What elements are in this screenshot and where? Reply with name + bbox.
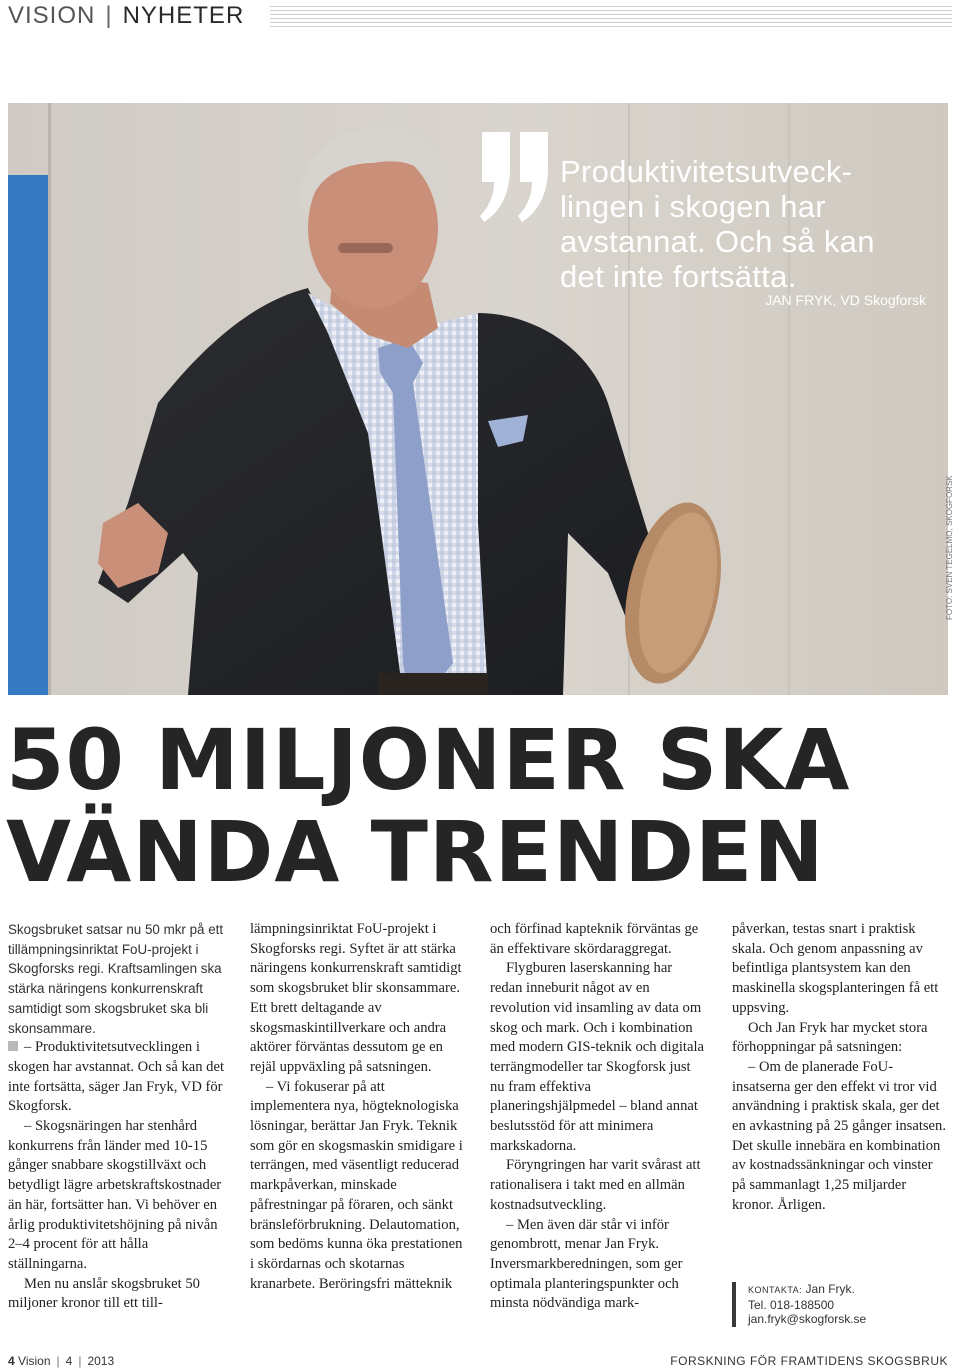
- footer-divider: |: [78, 1354, 82, 1368]
- contact-phone: Tel. 018-188500: [748, 1297, 835, 1312]
- headline-line-2: VÄNDA TRENDEN: [6, 803, 825, 901]
- section-heading: [8, 2, 244, 30]
- body-paragraph: – Skogsnäringen har stenhård konkurrens från länder med 10-15 gånger snabbare skogstillväxt och betydligt lägre arbetskraftskostnader än här, fortsätter han. Vi behöver en årlig produktivitetshöjning på nivån 2–4 procent för att hålla ställningarna.: [8, 1118, 222, 1272]
- contact-email: jan.fryk@skogforsk.se: [748, 1312, 867, 1326]
- article-column-2: [250, 920, 464, 1294]
- contact-heading: [748, 1282, 946, 1298]
- body-paragraph: Föryngringen har varit svårast att rationalisera i takt med en allmän kostnadsutveckling.: [490, 1157, 701, 1213]
- quotation-mark-icon: [478, 132, 554, 224]
- footer-folio: [8, 1354, 114, 1368]
- pull-quote: [560, 154, 940, 294]
- footer-tagline: FORSKNING FÖR FRAMTIDENS SKOGSBRUK: [670, 1354, 948, 1368]
- footer-divider: |: [56, 1354, 60, 1368]
- section-label: VISION: [8, 2, 96, 29]
- subsection-label: NYHETER: [122, 2, 245, 29]
- page-number: 4: [8, 1354, 15, 1368]
- body-paragraph: – Vi fokuserar på att implementera nya, högteknologiska lösningar, berättar Jan Fryk. Teknik som gör en skogsmaskin smidigare i terrängen, med väsentligt reducerad markpåverkan, minskade påfrestningar på föraren, och sänkt bränsleförbrukning. Delautomation, som bedöms kunna öka prestationen i skördarnas och skotarnas kranarbete. Beröringsfri mätteknik: [250, 1078, 463, 1292]
- headline-line-1: 50 MILJONER SKA: [6, 711, 851, 809]
- body-paragraph: Men nu anslår skogsbruket 50 miljoner kronor till ett till-: [8, 1275, 200, 1312]
- issue-number: 4: [65, 1354, 73, 1368]
- pull-quote-line: Produktivitetsutveck-: [560, 154, 853, 189]
- issue-year: 2013: [87, 1354, 115, 1368]
- page-footer: [8, 1354, 948, 1372]
- header-divider: |: [105, 2, 113, 29]
- body-paragraph: och förfinad kapteknik förväntas ge än effektivare skördaraggregat.: [490, 921, 699, 957]
- photo-credit: FOTO: SVEN TEGELMO, SKOGFORSK: [945, 475, 954, 620]
- body-paragraph: [8, 1038, 224, 1117]
- pull-quote-line: det inte fortsätta.: [560, 259, 797, 294]
- magazine-name: Vision: [18, 1354, 51, 1368]
- square-bullet-icon: [8, 1041, 18, 1051]
- body-paragraph: påverkan, testas snart i praktisk skala. Och genom anpassning av befintliga plantsystem kan den maskinella skogsplanteringen få ett uppsving.: [732, 921, 939, 1016]
- body-paragraph: Och Jan Fryk har mycket stora förhoppningar på satsningen:: [732, 1019, 928, 1056]
- article-ingress: Skogsbruket satsar nu 50 mkr på ett tillämpningsinriktat FoU-projekt i Skogforsks regi. Kraftsamlingen ska stärka näringens konkurrenskraft samtidigt som skogsbruket ska bli skonsammare.: [8, 922, 224, 1036]
- page-header: [8, 0, 952, 34]
- pull-quote-line: lingen i skogen har: [560, 189, 826, 224]
- article-column-3: [490, 920, 704, 1314]
- pull-quote-attribution: JAN FRYK, VD Skogforsk: [765, 292, 926, 308]
- header-rule-pattern: [270, 6, 952, 28]
- article-column-4: [732, 920, 946, 1216]
- pull-quote-line: avstannat. Och så kan: [560, 224, 875, 259]
- body-paragraph-text: – Produktivitetsutvecklingen i skogen har avstannat. Och så kan det inte fortsätta, säger Jan Fryk, VD för Skogforsk.: [8, 1039, 224, 1115]
- contact-box: [732, 1282, 946, 1327]
- body-paragraph: – Om de planerade FoU-insatserna ger den effekt vi tror vid användning i praktisk skala, ger det en avkastning på 25 gånger insatsen. Det skulle innebära en kombination av kostnadssänkningar och vinster på sammanlagt 1,25 miljarder kronor. Årligen.: [732, 1058, 946, 1213]
- article-headline: [6, 711, 946, 901]
- body-paragraph: – Men även där står vi inför genombrott, menar Jan Fryk. Inversmarkberedningen, som ger optimala planteringspunkter och minsta nödvändiga mark-: [490, 1216, 683, 1312]
- body-paragraph: Flygburen laserskanning har redan inneburit något av en revolution vid insamling av data om skog och mark. Och i kombination med modern GIS-teknik och digitala terrängmodeller tar Skogforsk just nu fram effektiva planeringshjälpmedel – bland annat beslutsstöd för att minimera markskadorna.: [490, 960, 704, 1154]
- article-column-1: [8, 920, 224, 1314]
- contact-name: Jan Fryk.: [805, 1282, 855, 1296]
- contact-label: KONTAKTA:: [748, 1285, 803, 1295]
- body-paragraph: lämpningsinriktat FoU-projekt i Skogforsks regi. Syftet är att stärka näringens konkurrenskraft samtidigt som skogsbruket blir skonsammare. Ett brett deltagande av skogsmaskintillverkare och andra aktörer förväntas dessutom ge en rejäl uppväxling på satsningen.: [250, 921, 462, 1075]
